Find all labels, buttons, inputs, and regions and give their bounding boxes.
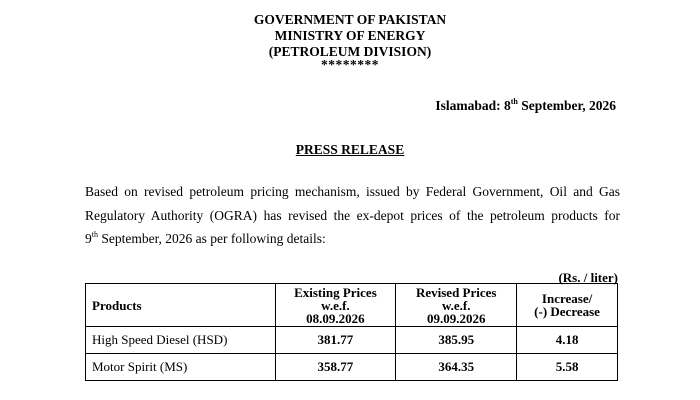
table-header-row [86, 284, 618, 327]
header-existing [275, 284, 396, 327]
paragraph-line-3 [85, 227, 620, 251]
table-row [86, 354, 618, 381]
dateline [435, 98, 616, 114]
header-revised-line: 09.09.2026 [426, 310, 486, 326]
header-change [517, 284, 618, 327]
header-change-line: (-) Decrease [534, 304, 600, 319]
header-existing-line: w.e.f. [321, 297, 350, 313]
paragraph-ordinal: th [91, 229, 98, 239]
body-paragraph [85, 180, 620, 251]
paragraph-rest: September, 2026 as per following details: [97, 231, 326, 246]
product-name: High Speed Diesel (HSD) [86, 327, 276, 354]
header-revised [396, 284, 517, 327]
header-revised-line: w.e.f. [441, 297, 471, 313]
price-change: 5.58 [517, 354, 618, 381]
product-name: Motor Spirit (MS) [86, 354, 276, 381]
letterhead-stars: ******** [321, 57, 379, 72]
letterhead [0, 12, 700, 70]
paragraph-line-1: Based on revised petroleum pricing mechanism, issued by Federal Government, Oil and Gas [85, 184, 620, 199]
dateline-ordinal: th [510, 96, 518, 106]
revised-price: 385.95 [396, 327, 517, 354]
existing-price: 358.77 [275, 354, 396, 381]
page-title: PRESS RELEASE [295, 142, 405, 157]
revised-price: 364.35 [396, 354, 517, 381]
header-existing-line: 08.09.2026 [306, 310, 365, 326]
header-existing-line: Existing Prices [294, 284, 377, 300]
price-table [85, 283, 618, 381]
dateline-rest: September, 2026 [517, 98, 616, 113]
letterhead-division: (PETROLEUM DIVISION) [268, 44, 432, 59]
dateline-place: Islamabad: 8 [435, 98, 511, 113]
price-change: 4.18 [517, 327, 618, 354]
letterhead-ministry: MINISTRY OF ENERGY [274, 28, 426, 43]
paragraph-line-2: Regulatory Authority (OGRA) has revised the ex-depot prices of the petroleum products for [85, 207, 620, 223]
header-products: Products [86, 284, 276, 327]
table-row [86, 327, 618, 354]
paragraph-day: 9 [85, 231, 92, 246]
existing-price: 381.77 [275, 327, 396, 354]
header-change-line: Increase/ [541, 291, 593, 306]
unit-note: (Rs. / liter) [558, 270, 618, 285]
letterhead-government: GOVERNMENT OF PAKISTAN [253, 12, 447, 27]
header-revised-line: Revised Prices [415, 284, 497, 300]
